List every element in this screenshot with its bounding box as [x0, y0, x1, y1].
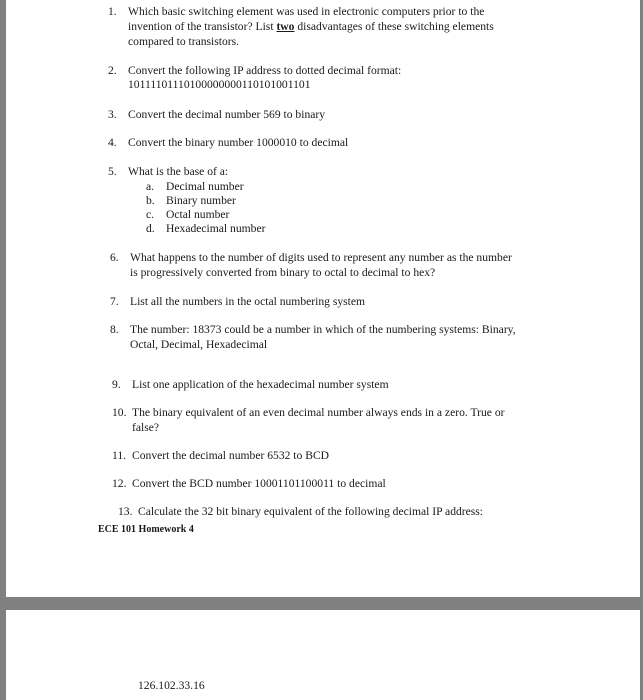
question-number: 1.	[108, 5, 117, 18]
question-text: Calculate the 32 bit binary equivalent of the following decimal IP address:	[138, 505, 484, 518]
sub-text: Octal number	[166, 208, 230, 221]
question-number: 12.	[112, 477, 127, 490]
sub-label: c.	[146, 208, 155, 221]
question-text: What happens to the number of digits used to represent any number as the number	[130, 251, 512, 264]
sub-label: b.	[146, 194, 155, 207]
sub-text: Hexadecimal number	[166, 222, 266, 235]
question-number: 3.	[108, 108, 117, 121]
question-text: Convert the decimal number 6532 to BCD	[132, 449, 330, 462]
question-text: Octal, Decimal, Hexadecimal	[130, 338, 268, 351]
footer-title: ECE 101 Homework 4	[98, 524, 194, 535]
text-part: disadvantages of these switching elements	[294, 20, 494, 33]
ip-address: 126.102.33.16	[138, 679, 205, 692]
question-number: 13.	[118, 505, 133, 518]
question-text: Which basic switching element was used in electronic computers prior to the	[128, 5, 485, 18]
question-text: Convert the binary number 1000010 to decimal	[128, 136, 349, 149]
question-text: compared to transistors.	[128, 35, 240, 48]
question-text: false?	[132, 421, 160, 434]
sub-label: d.	[146, 222, 155, 235]
sub-text: Binary number	[166, 194, 236, 207]
emphasis-two: two	[276, 20, 295, 33]
question-number: 11.	[112, 449, 127, 462]
question-text: Convert the decimal number 569 to binary	[128, 108, 326, 121]
question-text: The binary equivalent of an even decimal number always ends in a zero. True or	[132, 406, 505, 419]
question-number: 7.	[110, 295, 119, 308]
question-text: 10111101110100000000110101001101	[128, 78, 311, 91]
question-text: List one application of the hexadecimal number system	[132, 378, 389, 391]
question-text: is progressively converted from binary to octal to decimal to hex?	[130, 266, 436, 279]
question-number: 9.	[112, 378, 121, 391]
document-page-1	[6, 0, 640, 597]
question-text: What is the base of a:	[128, 165, 229, 178]
question-number: 8.	[110, 323, 119, 336]
question-text: Convert the following IP address to dotted decimal format:	[128, 64, 402, 77]
text-part: invention of the transistor? List	[128, 20, 277, 33]
question-text: The number: 18373 could be a number in which of the numbering systems: Binary,	[130, 323, 516, 336]
question-number: 4.	[108, 136, 117, 149]
question-text	[128, 20, 494, 34]
sub-label: a.	[146, 180, 155, 193]
question-text: List all the numbers in the octal numbering system	[130, 295, 366, 308]
document-page-2	[6, 610, 640, 700]
question-number: 5.	[108, 165, 117, 178]
question-number: 6.	[110, 251, 119, 264]
question-text: Convert the BCD number 10001101100011 to decimal	[132, 477, 386, 490]
question-number: 2.	[108, 64, 117, 77]
question-number: 10.	[112, 406, 127, 419]
sub-text: Decimal number	[166, 180, 244, 193]
